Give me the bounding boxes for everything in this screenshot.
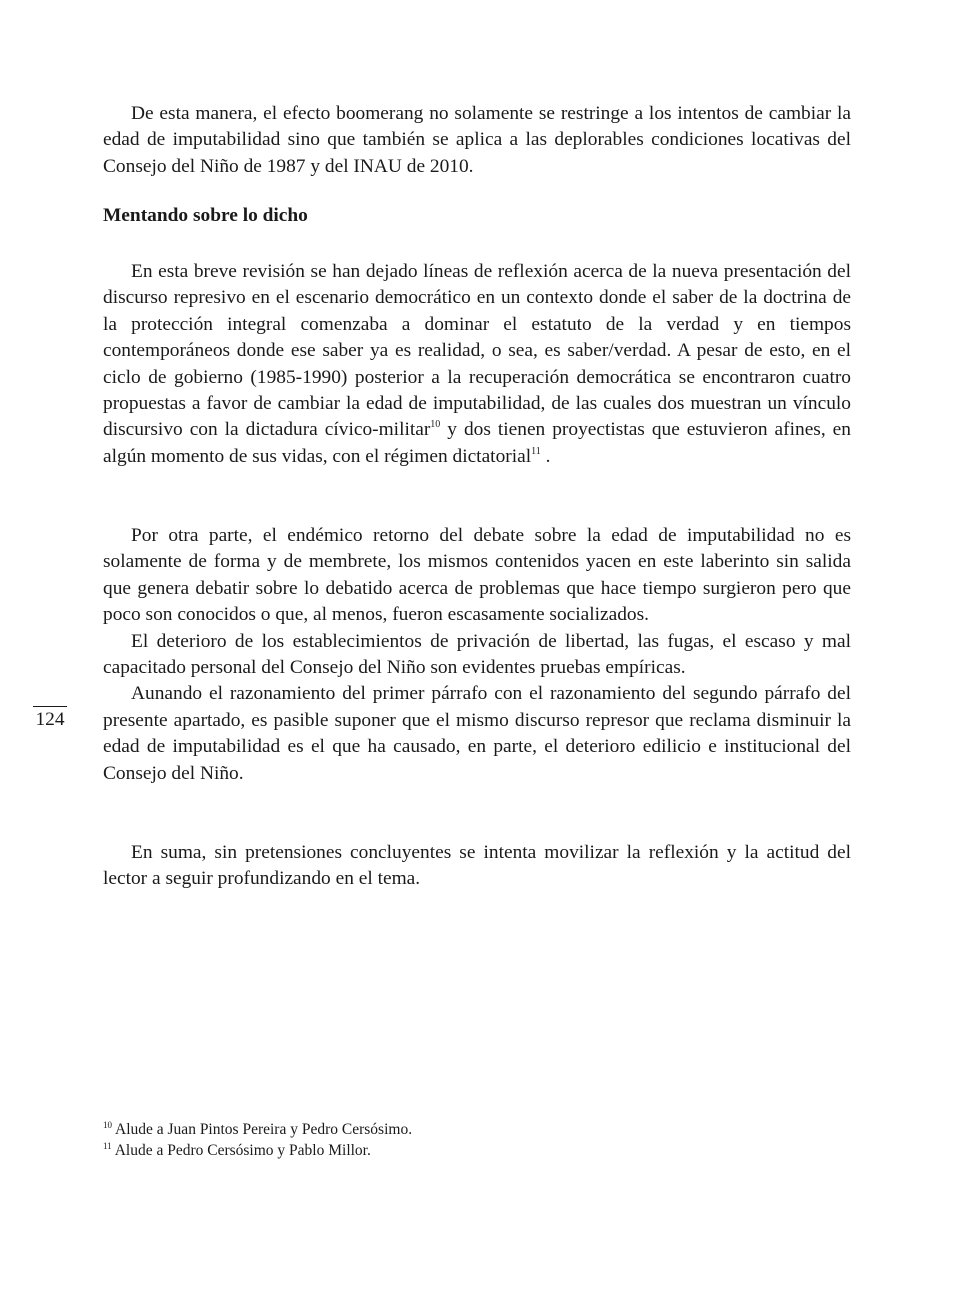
footnote-ref-11: 11 xyxy=(531,445,541,457)
footnote-10 xyxy=(103,1119,803,1140)
body-paragraph-2 xyxy=(103,259,851,470)
body-section-3 xyxy=(103,840,851,893)
footnote-11 xyxy=(103,1140,803,1161)
footnote-number: 10 xyxy=(103,1120,112,1130)
paragraph-2-text-c: . xyxy=(540,445,551,467)
body-paragraph-6: En suma, sin pretensiones concluyentes se intenta movilizar la reflexión y la actitud del lector a seguir profundizando en el tema. xyxy=(103,842,851,890)
body-paragraph-4: El deterioro de los establecimientos de privación de libertad, las fugas, el escaso y mal capacitado personal del Consejo del Niño son evidentes pruebas empíricas. xyxy=(103,630,851,679)
section-heading: Mentando sobre lo dicho xyxy=(103,205,308,226)
footnotes xyxy=(103,1119,803,1161)
footnote-text: Alude a Pedro Cersósimo y Pablo Millor. xyxy=(111,1142,371,1159)
paragraph-2-text-a: En esta breve revisión se han dejado líneas de reflexión acerca de la nueva presentación del discurso represivo en el escenario democrático en un contexto donde el saber de la doctrina de la protección integral comenzaba a dominar el estatuto de la verdad y en tiempos contemporáneos donde ese saber ya es realidad, o sea, es saber/verdad. A pesar de esto, en el ciclo de gobierno (1985-1990) posterior a la recuperación democrática se encontraron cuatro propuestas a favor de cambiar la edad de imputabilidad, de las cuales dos muestran un vínculo discursivo con la dictadura cívico-militar xyxy=(103,261,851,441)
body-paragraph-5: Aunando el razonamiento del primer párrafo con el razonamiento del segundo párrafo del presente apartado, es pasible suponer que el mismo discurso represor que reclama disminuir la edad de imputabilidad es el que ha causado, en parte, el deterioro edilicio e institucional del Consejo del Niño. xyxy=(103,683,851,784)
body-paragraph-3: Por otra parte, el endémico retorno del debate sobre la edad de imputabilidad no es solamente de forma y de membrete, los mismos contenidos yacen en este laberinto sin salida que genera debatir sobre lo debatido acerca de problemas que hace tiempo surgieron pero que poco son conocidos o que, al menos, fueron escasamente socializados. xyxy=(103,525,851,626)
page-number: 124 xyxy=(33,706,67,731)
paragraph-2-text-b: y dos tienen proyectistas que estuvieron afines, en algún momento de sus vidas, con el régimen dictatorial xyxy=(103,419,851,467)
footnote-ref-10: 10 xyxy=(430,419,441,431)
body-section-2 xyxy=(103,523,851,787)
intro-section xyxy=(103,101,851,180)
footnote-text: Alude a Juan Pintos Pereira y Pedro Cersósimo. xyxy=(112,1121,413,1138)
body-section-1 xyxy=(103,259,851,470)
footnote-number: 11 xyxy=(103,1141,112,1151)
intro-paragraph: De esta manera, el efecto boomerang no solamente se restringe a los intentos de cambiar la edad de imputabilidad sino que también se aplica a las deplorables condiciones locativas del Consejo del Niño de 1987 y del INAU de 2010. xyxy=(103,103,851,177)
